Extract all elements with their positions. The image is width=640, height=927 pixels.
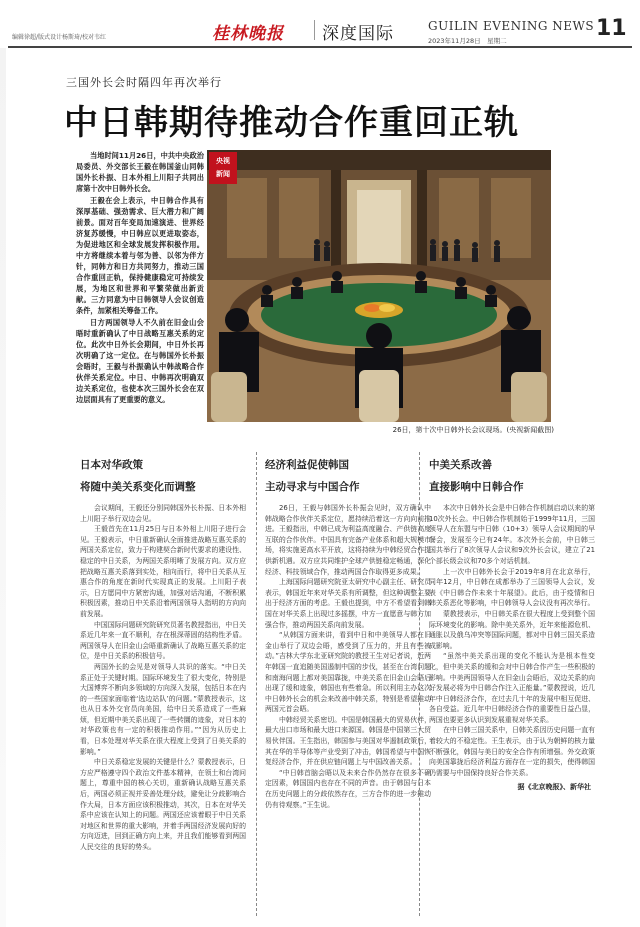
body-paragraph: 在中日韩三国关系中，日韩关系因历史问题一直有着较大的不稳定性。王生表示，由于认为朝鲜的核力量不断强化，韩国与美日的安全合作有所增强。外交政策向美国靠拢后经济利益方面存在一定的损失，使得韩国仍需要与中国保持良好合作关系。	[429, 726, 595, 777]
subheading-line2: 将随中美关系变化而调整	[80, 481, 196, 493]
body-paragraph: 中韩经贸关系密切。中国是韩国最大的贸易伙伴，最大出口市场和最大进口来源国。韩国是中国第三大贸易伙伴国。王生指出，韩国参与美国对华遏制政策后，其在华的半导体等产业受到了冲击，韩国希望与中国恢复经济合作，并在供应链问题上与中国改善关系。	[265, 715, 431, 767]
column-divider	[256, 452, 257, 916]
left-margin-tint	[0, 48, 6, 927]
subheading-line1: 中美关系改善	[429, 459, 492, 471]
page-header	[0, 0, 640, 46]
body-paragraph: 中日关系稳定发展的关键是什么？蒙教授表示，日方应严格遵守四个政治文件基本精神，在领土和台湾问题上，尊重中国的核心关切，重新确认战略互惠关系后，两国必须正视并妥善处理分歧，避免让分歧影响合作大局，日本方面应该积极推动，其次，日本在对华关系中应该在认知上的问题。两国还应该着眼于中日关系对地区和世界的重大影响，并着手两国经济发展向好的方向迈进，回到正确方向上来，并且我们能够看到两国人民交往的良好的势头。	[80, 758, 246, 851]
article-column	[429, 448, 595, 920]
section-title: 深度国际	[322, 24, 394, 44]
newspaper-logo: 桂林晚报	[212, 24, 284, 44]
article-source: 据《北京晚报》、新华社	[517, 783, 591, 792]
body-paragraph: 会议期间，王毅还分别同韩国外长朴振、日本外相上川阳子举行双边会见。	[80, 504, 246, 523]
subheading-line1: 日本对华政策	[80, 459, 143, 471]
subheading-line2: 主动寻求与中国合作	[265, 481, 360, 493]
lead-paragraph: 当地时间11月26日，中共中央政治局委员、外交部长王毅在韩国釜山同韩国外长朴振、日本外相上川阳子共同出席第十次中日韩外长会。	[76, 151, 204, 193]
article-kicker: 三国外长会时隔四年再次举行	[66, 76, 222, 89]
body-paragraph: 26日，王毅与韩国外长朴振会见时，双方确认中韩战略合作伙伴关系定位，愿持续沿着这一方向向前推进。王毅指出，中韩已成为利益高度融合、产供链高度互联的合作伙伴。中国具有完备产业体系和超大规模市场，将实施更高水平开放，这将持续为中韩经贸合作提供新机遇。双方应共同维护全球产供链稳定畅通，深化经济、科技领域合作，推动两国合作取得更多成果。	[265, 504, 431, 576]
article-column	[265, 448, 431, 920]
news-photo	[207, 150, 551, 422]
badge-line: 央视	[216, 157, 230, 165]
body-paragraph: 上一次中日韩外长会于2019年8月在北京举行，同年12月，中日韩在成都举办了三国领导人会议，发表《中日韩合作未来十年展望》。此后，由于疫情和日韩关系恶化等影响，中日韩领导人会议没有再次举行。	[429, 567, 595, 608]
body-paragraph: “从韩国方面来讲，看到中日和中美领导人都在旧金山举行了双边会晤，感受到了压力的，并且有些被动。”吉林大学东北亚研究院的教授王生对记者说，近两年韩国一直追随美国遏制中国的步伐，甚至在台湾问题和南海问题上都对美国靠拢，中美关系在旧金山会晤后出现了缓和迹象，韩国也有些着急。所以利用主办这次中日韩外长会的机会来改善中韩关系，特别是希望推动两国元首会晤。	[265, 631, 431, 714]
body-paragraph: “虽然中美关系出现的变化不能认为是根本性变化，但中美关系的缓和会对中日韩合作产生一些积极的影响。中美两国领导人在旧金山会晤后，双边关系的向好发展必将为中日韩合作注入正能量。”蒙教授说，近几年中日韩经济合作，在过去几十年的发展中相互促进、各自受益。近几年中日韩经济合作的重要性日益凸显，两国也要更多认识到发展重视对华关系。	[429, 652, 595, 724]
body-paragraph: 中国国际问题研究院研究员著名教授指出，中日关系近几年来一直不顺利，存在根深蒂固的结构性矛盾。两国领导人在旧金山会晤重新确认了战略互惠关系的定位，是中日关系的积极信号。	[80, 620, 246, 661]
header-rule	[8, 46, 632, 48]
photo-caption: 26日，第十次中日韩外长会议现场。(央视新闻截图)	[392, 426, 554, 434]
badge-line: 新闻	[216, 170, 230, 178]
subheading-line2: 直接影响中日韩合作	[429, 481, 524, 493]
page-number: 11	[596, 16, 627, 41]
subheading-line1: 经济利益促使韩国	[265, 459, 349, 471]
lead-text	[76, 150, 204, 428]
article-column	[80, 448, 246, 920]
issue-date: 2023年11月28日 星期二	[428, 37, 507, 45]
body-paragraph: 蒙教授表示，中日韩关系在很大程度上受到整个国际环境变化的影响。除中美关系外，近年来能源危机、通胀以及俄乌冲突等国际问题，都对中日韩三国关系造成影响。	[429, 609, 595, 650]
body-paragraph: 两国外长的会见是对领导人共识的落实。“中日关系正处于关键时期。国际环境发生了很大变化，特别是大国博弈不断向多领域的方向深入发展，包括日本在内的一些国家面临着‘选边站队’的问题。”蒙教授表示，这也从日本外交官员向美国，给中日关系造成了一些麻烦，但近期中美关系出现了一些转圜的迹象，对日本的对华政策也有一定的积极推动作用。”“因为从历史上看，日本处理对华关系在很大程度上受到了日美关系的影响。”	[80, 662, 246, 756]
body-paragraph: 本次中日韩外长会是中日韩合作机制启动以来的第10次外长会。中日韩合作机制始于1999年11月，三国领导人在东盟与中日韩（10+3）领导人会议期间的早餐会，发展至今已有24年。本次外长会前，中日韩三国共举行了8次领导人会议和9次外长会议，建立了21个部长级会议和70多个对话机制。	[429, 504, 595, 565]
cctv-news-badge	[209, 152, 237, 184]
article-headline: 中日韩期待推动合作重回正轨	[64, 103, 519, 143]
body-paragraph: “中日韩首脑会晤以及未来合作仍然存在很多不确定因素，韩国国内也存在不同的声音。由于韩国与日本在历史问题上的分歧依然存在，三方合作的进一步推动仍有待观察。”王生说。	[265, 768, 431, 809]
editor-credit: 编辑徐超/版式设计杨斯琦/校对韦红	[12, 34, 107, 41]
header-divider	[314, 20, 315, 40]
body-paragraph: 上海国际问题研究院亚太研究中心副主任、研究员表示，韩国近年来对华关系有所调整，但这种调整主要出于经济方面的考虑。王毅也提到，中方不希望看到韩国在对华关系上出现过多摇摆，中方一直愿意与韩方加强合作，推动两国关系向前发展。	[265, 578, 431, 629]
lead-paragraph: 王毅在会上表示，中日韩合作具有深厚基础、强劲需求、巨大潜力和广阔前景。面对百年变局加速演进、世界经济复苏缓慢，中日韩应以更进取姿态，为促进地区和全球发展发挥积极作用。中方将继续本着与邻为善、以邻为伴方针，同韩方和日方共同努力，推动三国合作重回正轨，保持健康稳定可持续发展，为地区和世界和平繁荣做出新贡献。三方同意为中日韩领导人会议创造条件，加紧相关筹备工作。	[76, 196, 204, 315]
lead-paragraph: 日方两国领导人不久前在旧金山会晤时重新确认了中日战略互惠关系的定位。此次中日外长会期间，中日外长再次明确了这一定位。在与韩国外长朴振会晤时，王毅与朴振确认中韩战略合作伙伴关系定位。中日、中韩再次明确双边关系定位，也使本次三国外长会在双边层面具有了更重要的意义。	[76, 318, 204, 404]
body-paragraph: 王毅首先在11月25日与日本外相上川阳子进行会见。王毅表示，中日重新确认全面推进战略互惠关系的两国关系定位，致力于构建契合新时代要求的建设性、稳定的中日关系，为两国关系明晰了发展方向。双方应把战略互惠关系落到实处，相向而行，将中日关系从互惠合作的角度在新时代实现真正的发展。上川阳子表示，日方愿同中方紧密沟通，加强对话沟通，不断积累积极因素，推动日中关系沿着两国领导人指明的方向向前发展。	[80, 525, 246, 618]
paper-name-english: GUILIN EVENING NEWS	[428, 19, 595, 33]
